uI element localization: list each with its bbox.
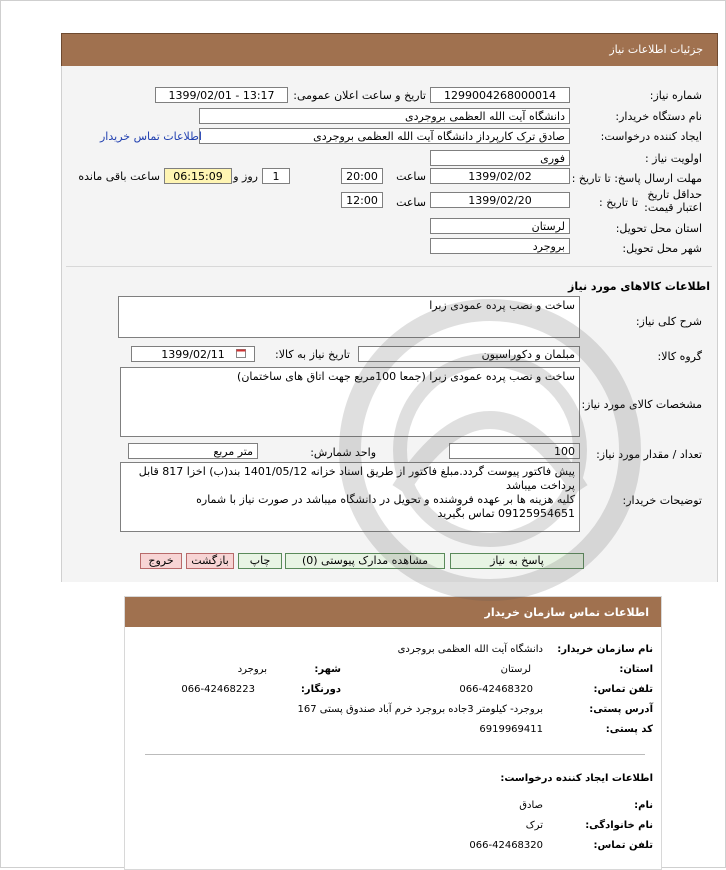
deadline-label: مهلت ارسال پاسخ: تا تاریخ : xyxy=(571,172,702,185)
remaining-label: ساعت باقی مانده xyxy=(78,170,160,183)
creator-family-value: ترک xyxy=(525,820,543,831)
calendar-icon[interactable] xyxy=(236,348,246,358)
delivery-province-field: لرستان xyxy=(430,218,570,234)
creator-family-label: نام خانوادگی: xyxy=(585,820,653,831)
deadline-time-field: 20:00 xyxy=(341,168,383,184)
page-title: جزئيات اطلاعات نياز xyxy=(609,43,703,56)
contact-phone-value: 066-42468320 xyxy=(459,684,533,695)
summary-label: شرح کلی نیاز: xyxy=(635,315,702,328)
validity-time-label: ساعت xyxy=(396,196,426,209)
quantity-field: 100 xyxy=(449,443,580,459)
contact-city-label: شهر: xyxy=(314,664,341,675)
need-number-label: شماره نیاز: xyxy=(649,89,702,102)
buyer-org-field: دانشگاه آیت الله العظمی بروجردی xyxy=(199,108,570,124)
contact-postal-value: 6919969411 xyxy=(479,724,543,735)
contact-province-value: لرستان xyxy=(500,664,531,675)
contact-address-label: آدرس پستی: xyxy=(589,704,653,715)
reply-button[interactable]: پاسخ به نیاز xyxy=(450,553,584,569)
remaining-time-field: 06:15:09 xyxy=(164,168,232,184)
exit-button[interactable]: خروج xyxy=(140,553,182,569)
creator-section-title: اطلاعات ایجاد کننده درخواست: xyxy=(500,773,653,784)
contact-card-header xyxy=(125,597,661,627)
buyer-contact-link[interactable]: اطلاعات تماس خریدار xyxy=(100,130,202,143)
contact-province-label: استان: xyxy=(619,664,653,675)
summary-field: ساخت و نصب پرده عمودی زبرا xyxy=(118,296,580,338)
creator-phone-value: 066-42468320 xyxy=(469,840,543,851)
validity-date-field: 1399/02/20 xyxy=(430,192,570,208)
unit-field: متر مربع xyxy=(128,443,258,459)
delivery-province-label: استان محل تحویل: xyxy=(615,222,702,235)
back-button[interactable]: بازگشت xyxy=(186,553,234,569)
goods-group-label: گروه کالا: xyxy=(657,350,702,363)
days-label: روز و xyxy=(233,170,258,183)
need-date-field: 1399/02/11 xyxy=(131,346,255,362)
contact-divider xyxy=(145,754,645,755)
specs-label: مشخصات کالای مورد نیاز: xyxy=(581,398,702,411)
contact-fax-label: دورنگار: xyxy=(300,684,341,695)
contact-postal-label: کد پستی: xyxy=(605,724,653,735)
contact-phone-label: تلفن تماس: xyxy=(593,684,653,695)
contact-address-value: بروجرد- کیلومتر 3جاده بروجرد خرم آباد صندوق پستی 167 xyxy=(297,704,543,715)
buyer-notes-field xyxy=(120,462,580,532)
goods-section-title: اطلاعات کالاهای مورد نیاز xyxy=(568,280,710,293)
validity-to-label: تا تاریخ : xyxy=(599,196,638,209)
creator-phone-label: تلفن تماس: xyxy=(593,840,653,851)
contact-org-value: دانشگاه آیت الله العظمی بروجردی xyxy=(397,644,543,655)
contact-city-value: بروجرد xyxy=(237,664,267,675)
validity-time-field: 12:00 xyxy=(341,192,383,208)
validity-label: حداقل تاریخ اعتبار قیمت: xyxy=(644,188,702,214)
creator-name-value: صادق xyxy=(519,800,543,811)
buyer-notes-line-1: پیش فاکتور پیوست گردد.مبلغ فاکتور از طریق اسناد خزانه 1401/05/12 بند(ب) اخزا 817 قابل پرداخت میباشد xyxy=(138,465,575,492)
buyer-notes-line-2: کلیه هزینه ها بر عهده فروشنده و تحویل در دانشگاه میباشد در صورت نیاز با شماره 09125954651 تماس بگیرید xyxy=(196,493,575,520)
delivery-city-field: بروجرد xyxy=(430,238,570,254)
deadline-date-field: 1399/02/02 xyxy=(430,168,570,184)
priority-label: اولویت نیاز : xyxy=(644,152,702,165)
priority-field: فوری xyxy=(430,150,570,166)
days-field: 1 xyxy=(262,168,290,184)
announce-field: 1399/02/01 - 13:17 xyxy=(155,87,288,103)
contact-fax-value: 066-42468223 xyxy=(181,684,255,695)
announce-label: تاریخ و ساعت اعلان عمومی: xyxy=(293,89,426,102)
attachments-button[interactable]: مشاهده مدارک پیوستی (0) xyxy=(285,553,445,569)
contact-card-title: اطلاعات تماس سازمان خریدار xyxy=(484,606,649,619)
unit-label: واحد شمارش: xyxy=(310,446,376,459)
quantity-label: تعداد / مقدار مورد نیاز: xyxy=(596,448,702,461)
goods-group-field: مبلمان و دکوراسیون xyxy=(358,346,580,362)
need-date-label: تاریخ نیاز به کالا: xyxy=(275,348,350,361)
print-button[interactable]: چاپ xyxy=(238,553,282,569)
requester-field: صادق ترک کارپرداز دانشگاه آیت الله العظمی بروجردی xyxy=(199,128,570,144)
buyer-notes-label: توضیحات خریدار: xyxy=(622,494,702,507)
deadline-time-label: ساعت xyxy=(396,170,426,183)
delivery-city-label: شهر محل تحویل: xyxy=(622,242,702,255)
buyer-contact-card xyxy=(124,596,662,870)
creator-name-label: نام: xyxy=(634,800,653,811)
page-header xyxy=(61,33,718,67)
contact-org-label: نام سازمان خریدار: xyxy=(557,644,653,655)
need-number-field: 1299004268000014 xyxy=(430,87,570,103)
specs-field: ساخت و نصب پرده عمودی زبرا (جمعا 100مربع جهت اتاق های ساختمان) xyxy=(120,367,580,437)
requester-label: ایجاد کننده درخواست: xyxy=(600,130,702,143)
section-divider xyxy=(66,266,712,267)
buyer-org-label: نام دستگاه خریدار: xyxy=(615,110,702,123)
